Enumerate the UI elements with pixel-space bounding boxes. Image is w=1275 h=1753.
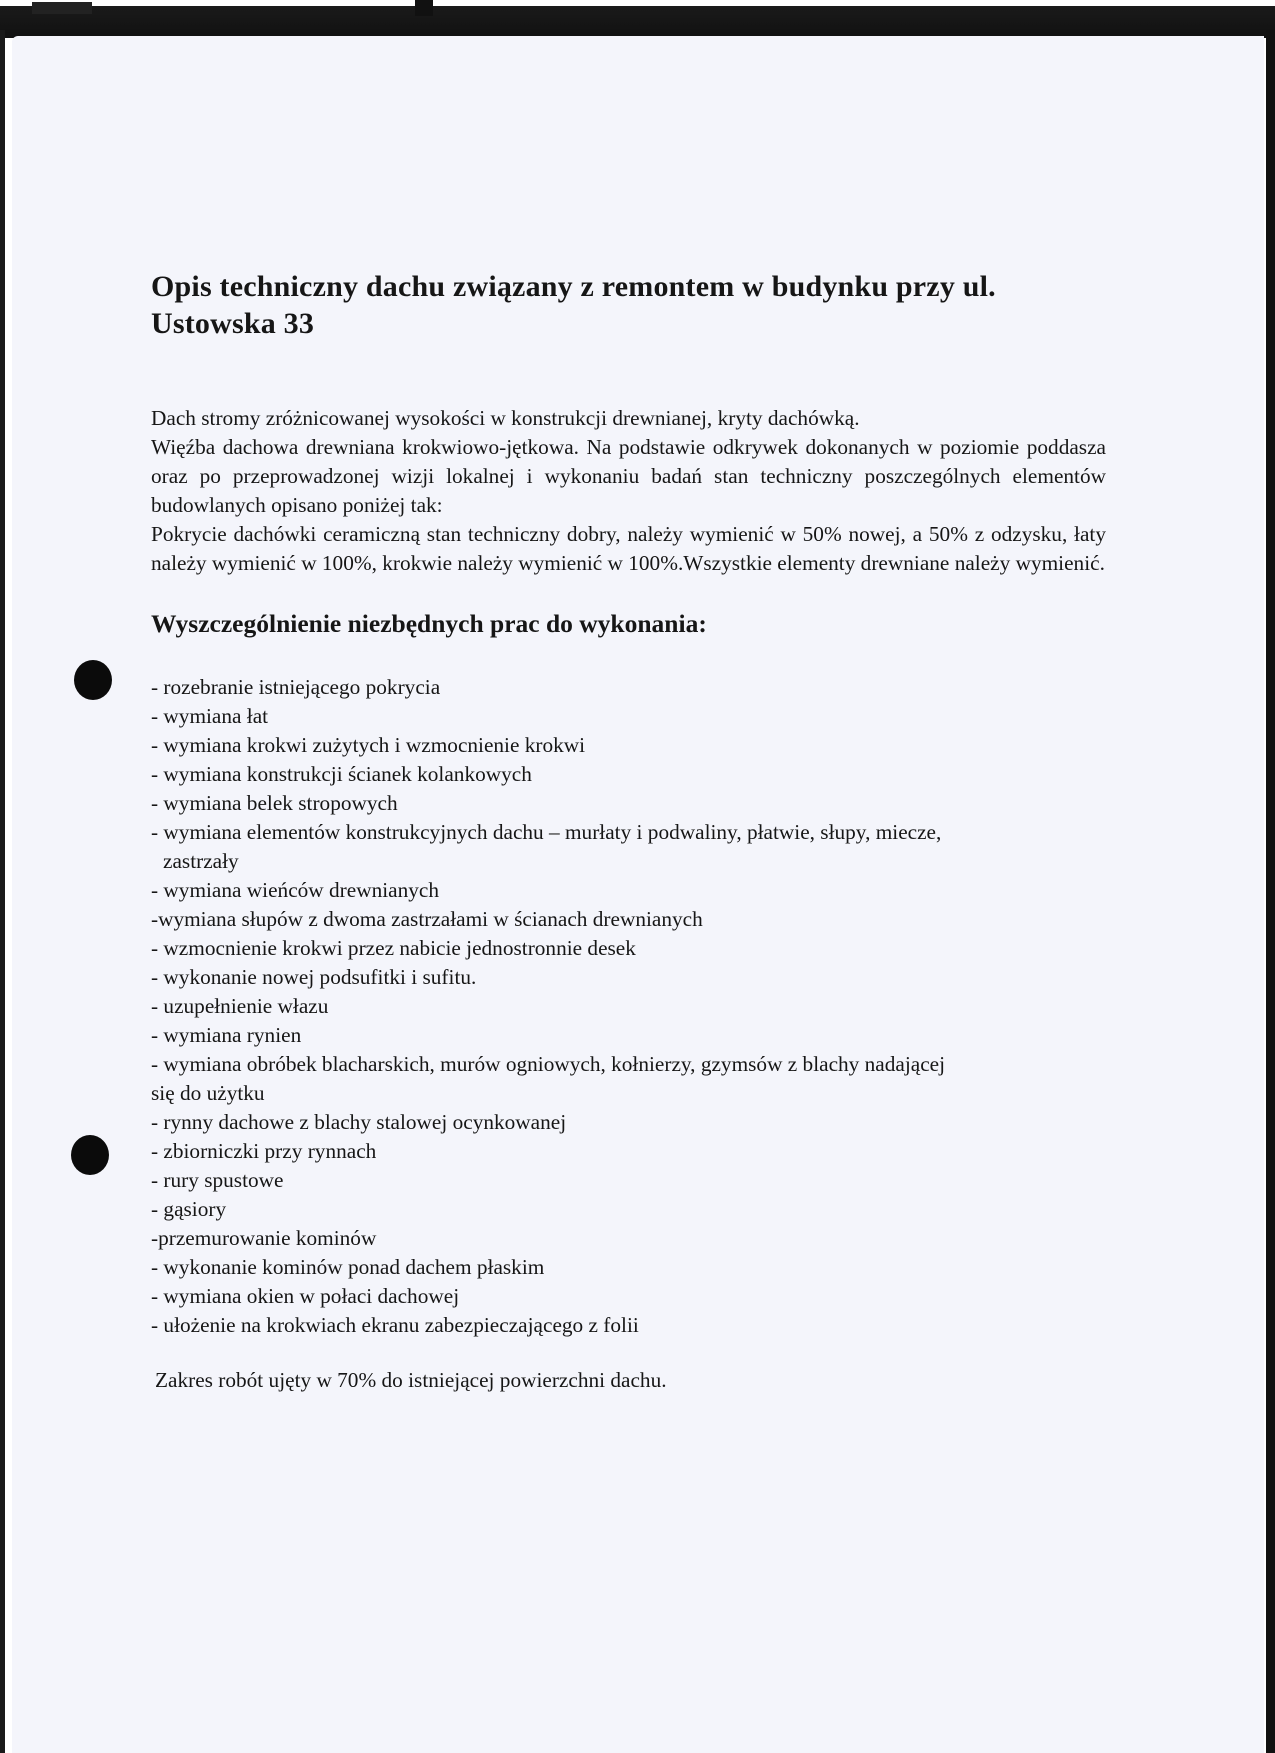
list-item: - wymiana rynien <box>151 1023 302 1048</box>
scan-mark <box>415 0 433 16</box>
works-heading: Wyszczególnienie niezbędnych prac do wykonania: <box>151 609 707 639</box>
summary-text: Zakres robót ujęty w 70% do istniejącej powierzchni dachu. <box>155 1368 667 1393</box>
intro-paragraph: Więźba dachowa drewniana krokwiowo-jętkowa. Na podstawie odkrywek dokonanych w poziomie poddasza oraz po przeprowadzonej wizji lokalnej i wykonaniu badań stan techniczny poszczególnych elementów budowlanych opisano poniżej tak: <box>151 434 1106 517</box>
list-item: - wzmocnienie krokwi przez nabicie jednostronnie desek <box>151 936 636 961</box>
list-item: się do użytku <box>151 1081 265 1106</box>
list-item: - rynny dachowe z blachy stalowej ocynkowanej <box>151 1110 567 1135</box>
list-item: - wymiana wieńców drewnianych <box>151 878 439 903</box>
intro-paragraph: Dach stromy zróżnicowanej wysokości w konstrukcji drewnianej, kryty dachówką. <box>151 406 860 430</box>
list-item: - wymiana belek stropowych <box>151 791 398 816</box>
list-item: - ułożenie na krokwiach ekranu zabezpieczającego z folii <box>151 1313 639 1338</box>
list-item: -przemurowanie kominów <box>151 1226 377 1251</box>
list-item: zastrzały <box>163 849 239 874</box>
list-item: - wymiana łat <box>151 704 269 729</box>
list-item: - uzupełnienie włazu <box>151 994 329 1019</box>
list-item: - wymiana konstrukcji ścianek kolankowych <box>151 762 532 787</box>
intro-paragraph: Pokrycie dachówki ceramiczną stan techniczny dobry, należy wymienić w 50% nowej, a 50% z odzysku, łaty należy wymienić w 100%, krokwie należy wymienić w 100%.Wszystkie elementy drewniane należy wymienić. <box>151 521 1106 575</box>
list-item: - zbiorniczki przy rynnach <box>151 1139 377 1164</box>
intro-section <box>151 404 1106 577</box>
list-item: - gąsiory <box>151 1197 227 1222</box>
scan-border-right <box>1266 30 1275 1753</box>
list-item: - wymiana obróbek blacharskich, murów ogniowych, kołnierzy, gzymsów z blachy nadającej <box>151 1052 946 1077</box>
works-list <box>151 673 1106 1340</box>
list-item: - wymiana krokwi zużytych i wzmocnienie krokwi <box>151 733 586 758</box>
list-item: -wymiana słupów z dwoma zastrzałami w ścianach drewnianych <box>151 907 703 932</box>
document-content <box>151 268 1106 1395</box>
list-item: - wymiana okien w połaci dachowej <box>151 1284 460 1309</box>
list-item: - wykonanie kominów ponad dachem płaskim <box>151 1255 545 1280</box>
scan-mark <box>32 2 92 14</box>
document-title: Opis techniczny dachu związany z remontem w budynku przy ul. Ustowska 33 <box>151 270 996 340</box>
list-item: - rury spustowe <box>151 1168 284 1193</box>
list-item: - wymiana elementów konstrukcyjnych dachu – murłaty i podwaliny, płatwie, słupy, miecze, <box>151 820 942 845</box>
scan-border-left <box>0 30 5 1753</box>
punch-hole <box>71 1135 109 1175</box>
scan-border-top <box>0 0 1275 38</box>
punch-hole <box>74 660 112 700</box>
list-item: - rozebranie istniejącego pokrycia <box>151 675 441 700</box>
list-item: - wykonanie nowej podsufitki i sufitu. <box>151 965 477 990</box>
